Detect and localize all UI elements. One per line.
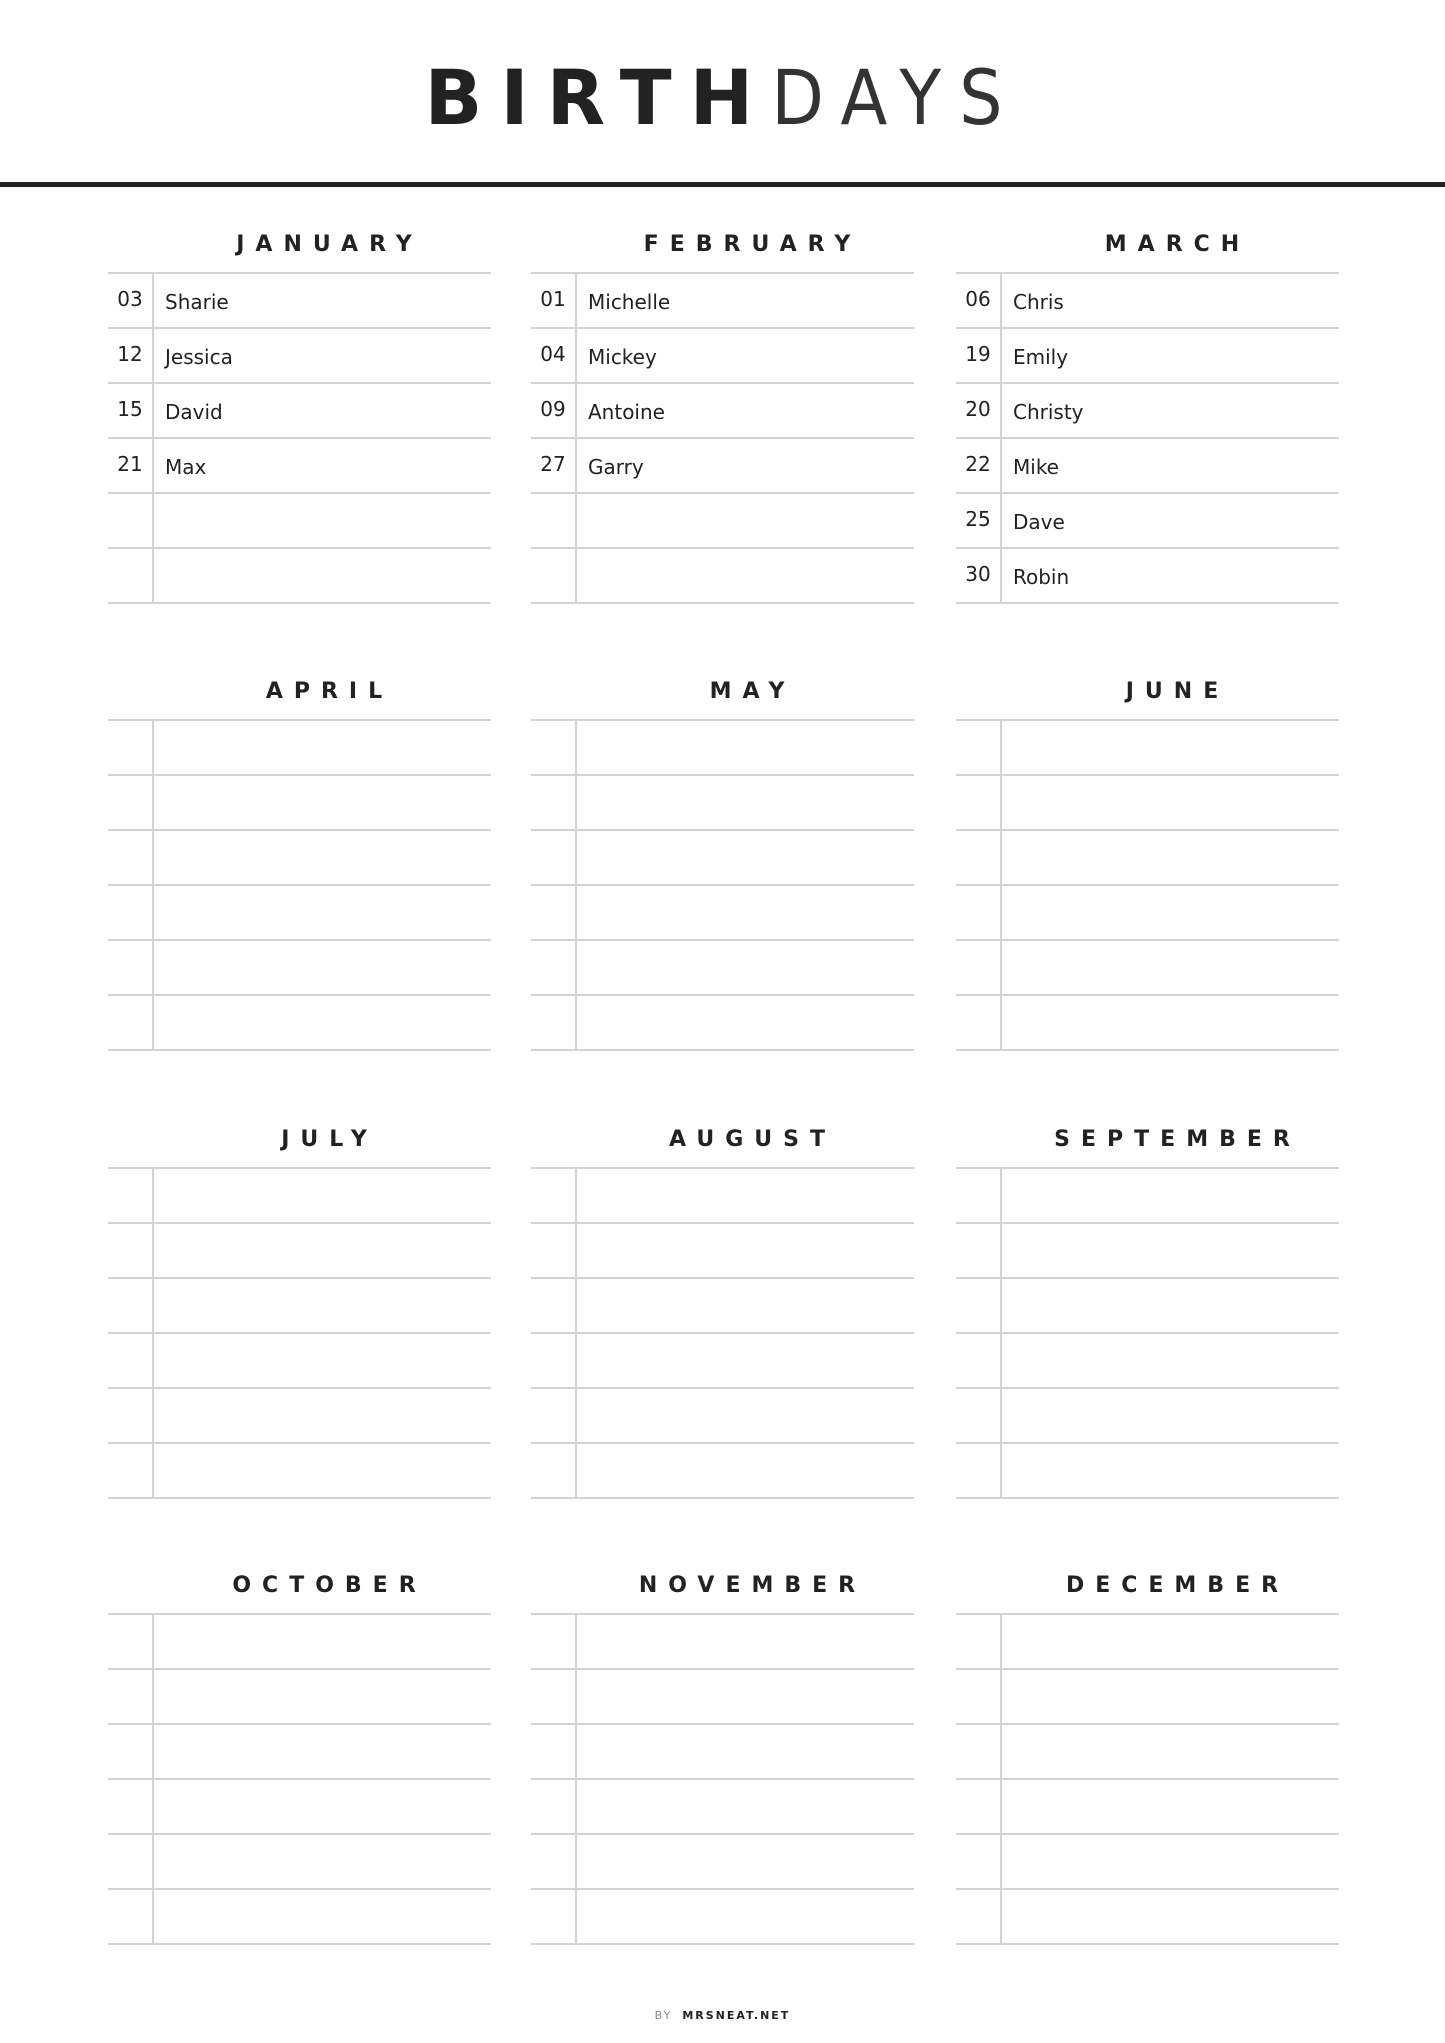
day-cell[interactable]	[531, 494, 577, 547]
name-cell[interactable]: David	[165, 400, 223, 424]
birthday-row	[108, 549, 491, 604]
day-cell[interactable]	[531, 1224, 577, 1277]
day-cell[interactable]	[108, 996, 154, 1049]
day-cell[interactable]	[956, 1169, 1002, 1222]
day-cell[interactable]	[531, 1835, 577, 1888]
day-cell[interactable]	[956, 1334, 1002, 1387]
month-title: JULY	[281, 1127, 378, 1152]
birthday-row	[108, 1615, 491, 1670]
day-cell[interactable]: 09	[531, 384, 577, 437]
name-cell[interactable]: Garry	[588, 455, 644, 479]
birthday-row	[531, 384, 914, 439]
birthday-row	[956, 384, 1339, 439]
birthday-row	[531, 549, 914, 604]
birthday-row	[956, 886, 1339, 941]
birthday-row	[108, 1224, 491, 1279]
day-cell[interactable]	[956, 941, 1002, 994]
birthday-row	[108, 1780, 491, 1835]
birthday-row	[531, 1169, 914, 1224]
birthday-row	[531, 996, 914, 1051]
day-cell[interactable]: 06	[956, 274, 1002, 327]
birthday-row	[956, 329, 1339, 384]
day-cell[interactable]: 01	[531, 274, 577, 327]
birthday-row	[108, 1169, 491, 1224]
month-title: SEPTEMBER	[1054, 1127, 1301, 1152]
birthday-row	[531, 1890, 914, 1945]
month-title: JANUARY	[236, 232, 423, 257]
birthday-row	[956, 1279, 1339, 1334]
birthday-row	[108, 1389, 491, 1444]
day-cell[interactable]	[956, 1444, 1002, 1497]
day-cell[interactable]	[531, 1279, 577, 1332]
day-cell[interactable]	[108, 721, 154, 774]
day-cell[interactable]	[108, 1780, 154, 1833]
day-cell[interactable]: 03	[108, 274, 154, 327]
birthday-row	[108, 1334, 491, 1389]
birthday-row	[531, 274, 914, 329]
title-light-part: DAYS	[771, 53, 1021, 142]
birthday-row	[108, 384, 491, 439]
day-cell[interactable]	[108, 1725, 154, 1778]
birthday-row	[956, 549, 1339, 604]
birthday-row	[531, 439, 914, 494]
birthday-row	[108, 886, 491, 941]
birthday-row	[956, 1224, 1339, 1279]
day-cell[interactable]	[956, 1725, 1002, 1778]
birthday-row	[531, 831, 914, 886]
birthday-row	[108, 831, 491, 886]
name-cell[interactable]: Christy	[1013, 400, 1084, 424]
name-cell[interactable]: Chris	[1013, 290, 1064, 314]
day-cell[interactable]	[531, 549, 577, 602]
day-cell[interactable]	[531, 941, 577, 994]
day-cell[interactable]: 25	[956, 494, 1002, 547]
birthday-row	[531, 1279, 914, 1334]
day-cell[interactable]	[531, 1890, 577, 1943]
day-cell[interactable]	[531, 831, 577, 884]
name-cell[interactable]: Sharie	[165, 290, 229, 314]
day-cell[interactable]	[956, 1890, 1002, 1943]
birthday-row	[956, 831, 1339, 886]
day-cell[interactable]	[956, 1279, 1002, 1332]
birthday-row	[531, 1224, 914, 1279]
birthday-row	[108, 274, 491, 329]
day-cell[interactable]: 22	[956, 439, 1002, 492]
month-title: FEBRUARY	[643, 232, 862, 257]
birthday-row	[108, 721, 491, 776]
day-cell[interactable]	[108, 1334, 154, 1387]
day-cell[interactable]	[531, 1169, 577, 1222]
name-cell[interactable]: Emily	[1013, 345, 1069, 369]
day-cell[interactable]	[956, 996, 1002, 1049]
day-cell[interactable]	[956, 831, 1002, 884]
month-table	[956, 272, 1339, 604]
month-table	[108, 272, 491, 604]
birthday-row	[956, 1670, 1339, 1725]
day-cell[interactable]	[108, 1224, 154, 1277]
birthday-row	[108, 1670, 491, 1725]
month-table	[108, 1167, 491, 1499]
name-cell[interactable]: Antoine	[588, 400, 665, 424]
birthday-row	[956, 1169, 1339, 1224]
day-cell[interactable]	[531, 1725, 577, 1778]
day-cell[interactable]: 27	[531, 439, 577, 492]
month-title: MAY	[709, 679, 796, 704]
birthday-row	[531, 1670, 914, 1725]
birthday-row	[108, 776, 491, 831]
header-divider	[0, 182, 1445, 187]
day-cell[interactable]	[108, 1835, 154, 1888]
day-cell[interactable]	[531, 721, 577, 774]
birthday-row	[956, 1780, 1339, 1835]
birthday-row	[531, 1334, 914, 1389]
day-cell[interactable]	[956, 1780, 1002, 1833]
birthday-row	[956, 1389, 1339, 1444]
day-cell[interactable]	[531, 1780, 577, 1833]
birthday-row	[956, 274, 1339, 329]
day-cell[interactable]	[108, 941, 154, 994]
day-cell[interactable]	[108, 1444, 154, 1497]
month-table	[956, 1167, 1339, 1499]
birthday-row	[531, 1725, 914, 1780]
day-cell[interactable]	[108, 1279, 154, 1332]
month-table	[531, 719, 914, 1051]
day-cell[interactable]	[531, 1334, 577, 1387]
title-bold-part: BIRTH	[424, 53, 772, 142]
day-cell[interactable]: 30	[956, 549, 1002, 602]
footer	[0, 2009, 1445, 2022]
birthday-row	[531, 1835, 914, 1890]
day-cell[interactable]: 15	[108, 384, 154, 437]
day-cell[interactable]	[108, 1169, 154, 1222]
day-cell[interactable]	[956, 1615, 1002, 1668]
day-cell[interactable]	[956, 886, 1002, 939]
month-table	[108, 719, 491, 1051]
day-cell[interactable]	[956, 1389, 1002, 1442]
month-title: DECEMBER	[1065, 1573, 1290, 1598]
month-table	[531, 1613, 914, 1945]
month-title: JUNE	[1125, 679, 1230, 704]
day-cell[interactable]	[108, 776, 154, 829]
footer-by: BY	[654, 2009, 673, 2022]
month-title: AUGUST	[669, 1127, 836, 1152]
day-cell[interactable]	[108, 1670, 154, 1723]
birthday-row	[956, 1444, 1339, 1499]
birthday-row	[108, 1890, 491, 1945]
month-title: MARCH	[1104, 232, 1251, 257]
birthday-row	[108, 494, 491, 549]
birthday-row	[108, 439, 491, 494]
month-table	[531, 1167, 914, 1499]
day-cell[interactable]: 21	[108, 439, 154, 492]
birthday-row	[956, 721, 1339, 776]
birthday-row	[531, 1780, 914, 1835]
birthday-row	[956, 941, 1339, 996]
month-table	[531, 272, 914, 604]
birthday-row	[108, 329, 491, 384]
day-cell[interactable]	[108, 886, 154, 939]
name-cell[interactable]: Jessica	[165, 345, 233, 369]
birthday-row	[956, 776, 1339, 831]
birthday-row	[956, 1615, 1339, 1670]
page-title	[0, 53, 1445, 142]
birthday-row	[108, 996, 491, 1051]
name-cell[interactable]: Mickey	[588, 345, 657, 369]
birthday-row	[108, 1444, 491, 1499]
birthday-row	[956, 1334, 1339, 1389]
day-cell[interactable]	[956, 1670, 1002, 1723]
day-cell[interactable]	[956, 776, 1002, 829]
birthday-row	[531, 329, 914, 384]
day-cell[interactable]	[531, 1670, 577, 1723]
birthday-row	[531, 1389, 914, 1444]
day-cell[interactable]: 20	[956, 384, 1002, 437]
day-cell[interactable]	[108, 549, 154, 602]
month-table	[108, 1613, 491, 1945]
day-cell[interactable]	[108, 494, 154, 547]
name-cell[interactable]: Robin	[1013, 565, 1070, 589]
name-cell[interactable]: Dave	[1013, 510, 1065, 534]
month-title: NOVEMBER	[638, 1573, 867, 1598]
birthday-row	[531, 1444, 914, 1499]
birthday-row	[531, 721, 914, 776]
footer-site: MRSNEAT.NET	[682, 2009, 791, 2022]
birthday-row	[108, 941, 491, 996]
day-cell[interactable]: 04	[531, 329, 577, 382]
birthday-row	[956, 1890, 1339, 1945]
day-cell[interactable]	[108, 1615, 154, 1668]
month-table	[956, 1613, 1339, 1945]
birthday-row	[956, 439, 1339, 494]
birthday-row	[956, 1725, 1339, 1780]
day-cell[interactable]	[531, 1615, 577, 1668]
birthday-row	[956, 1835, 1339, 1890]
day-cell[interactable]	[531, 1444, 577, 1497]
day-cell[interactable]: 12	[108, 329, 154, 382]
day-cell[interactable]	[531, 1389, 577, 1442]
month-title: OCTOBER	[232, 1573, 427, 1598]
birthday-row	[108, 1725, 491, 1780]
day-cell[interactable]	[956, 721, 1002, 774]
birthday-row	[531, 494, 914, 549]
day-cell[interactable]	[956, 1835, 1002, 1888]
month-table	[956, 719, 1339, 1051]
day-cell[interactable]	[531, 886, 577, 939]
birthday-row	[956, 494, 1339, 549]
day-cell[interactable]: 19	[956, 329, 1002, 382]
day-cell[interactable]	[108, 831, 154, 884]
birthday-row	[531, 776, 914, 831]
birthday-row	[956, 996, 1339, 1051]
name-cell[interactable]: Max	[165, 455, 207, 479]
name-cell[interactable]: Michelle	[588, 290, 671, 314]
name-cell[interactable]: Mike	[1013, 455, 1059, 479]
day-cell[interactable]	[108, 1389, 154, 1442]
birthday-row	[531, 886, 914, 941]
birthday-row	[108, 1835, 491, 1890]
birthday-row	[531, 1615, 914, 1670]
day-cell[interactable]	[531, 776, 577, 829]
month-title: APRIL	[265, 679, 394, 704]
day-cell[interactable]	[108, 1890, 154, 1943]
birthday-row	[531, 941, 914, 996]
birthday-row	[108, 1279, 491, 1334]
day-cell[interactable]	[531, 996, 577, 1049]
day-cell[interactable]	[956, 1224, 1002, 1277]
